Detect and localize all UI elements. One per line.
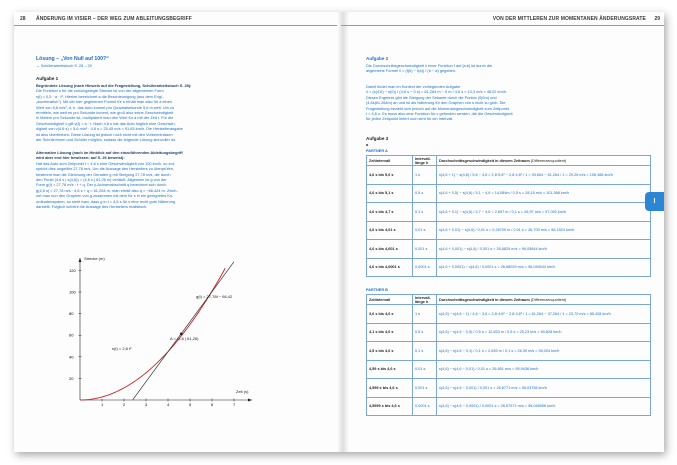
cell-interval: 4,6 s bis 4,61 s — [367, 221, 413, 240]
curve-s — [80, 268, 225, 400]
section-title: Lösung – „Von Null auf 100?“ — [36, 56, 109, 62]
cell-length: 0,001 s — [413, 240, 437, 259]
task1-line: Begründete Lösung (nach Hinweis auf die Fragestellung, Schülerarbeitsbuch S. 28): — [36, 83, 192, 88]
cell-quotient: s(4,6 + 0,01) − s(4,6) / 0,01 s = 0,26709 m / 0,01 s = 26,709 m/s = 96,1524 km/h — [437, 221, 651, 240]
task1-line: digkeit von v(4,6 s) = 5,6 m/s² · 4,6 s = 25,45 m/s ≈ 91,63 km/h. Die Herstellerangabe — [36, 126, 183, 132]
cell-length: 0,5 s — [413, 323, 437, 342]
col-header-average-note: (Differenzenquotient) — [530, 158, 567, 163]
x-tick-label: 4 — [167, 402, 170, 407]
table-row — [367, 184, 651, 203]
task1-line: Die Funktion s für die zurückgelegte Strecke ist von der allgemeinen Form — [36, 88, 164, 94]
table-partner-a — [366, 155, 651, 277]
y-axis-arrow-icon — [79, 258, 82, 262]
cell-length: 1 s — [413, 166, 437, 185]
task2-line: Die Durchschnittsgeschwindigkeit v̄ einer Funktion f auf [a;b] ist durch die — [366, 63, 493, 68]
cell-interval: 4,6 s bis 5,1 s — [367, 184, 413, 203]
y-tick-label: 60 — [69, 332, 74, 338]
cell-quotient: s(4,6 + 0,5) − s(4,6) / 5,1 − 4,6 = 14,084m / 0,5 s = 28,15 m/s ≈ 101,368 km/h — [437, 184, 651, 203]
x-tick-label: 6 — [211, 402, 214, 407]
col-header-interval: Zeitintervall — [367, 156, 413, 166]
line-label: g(t) = 27,78t − 66,42 — [196, 294, 233, 299]
task1-line: ermitteln, wie weit es pro Sekunde kommt, wie groß also seine Geschwindigkeit — [36, 110, 174, 116]
cell-interval: 4,599 s bis 4,6 s — [367, 379, 413, 398]
table-row — [367, 203, 651, 222]
table-row — [367, 240, 651, 259]
task1-line: in Metern pro Sekunde ist, multipliziert man den Wert für a mit der Zeit t. Für die — [36, 115, 174, 121]
col-header-average — [437, 295, 651, 305]
table-header-row — [367, 156, 651, 166]
table-partner-b — [366, 294, 651, 416]
cell-quotient: s(4,6 + 0,1) − s(4,6) / 4,7 − 4,6 = 2,697 m / 0,1 s = 26,97 m/s = 97,092 km/h — [437, 203, 651, 222]
x-tick-label: 2 — [123, 402, 126, 407]
book-spine — [337, 12, 349, 452]
task1b-line: Hat das Auto zum Zeitpunkt t = 4,6 s eine Geschwindigkeit von 100 km/h, so ent- — [36, 160, 176, 166]
table-row — [367, 323, 651, 342]
task1-text — [36, 83, 326, 142]
table-row — [367, 379, 651, 398]
table-row — [367, 258, 651, 277]
y-tick-label: 40 — [69, 354, 74, 360]
task2b-line: t = 4,6 s. Es muss also eine Funktion für v gefunden werden, die die Geschwindigkeit — [366, 111, 513, 117]
left-running-title: ÄNDERUNG IM VISIER – DER WEG ZUM ABLEITUNGSBEGRIFF — [36, 16, 192, 22]
task2-line: allgemeine Formel v̄ = (f(b) − f(a)) / (b − a) gegeben. — [366, 68, 457, 74]
task2b-line: Dieses Ergebnis gibt die Steigung der Sekante durch die Punkte (0|0m) und — [366, 94, 497, 100]
table-row — [367, 166, 651, 185]
right-page-number: 29 — [654, 16, 660, 22]
x-tick-label: 7 — [233, 402, 236, 407]
y-tick-label: 120 — [69, 267, 76, 273]
y-tick-label: 80 — [69, 311, 74, 317]
x-tick-label: 3 — [145, 402, 148, 407]
task1-line: Geschwindigkeit v gilt v(t) = a · t. Nach 4,6 s hat das Auto folglich eine Geschwin- — [36, 120, 176, 126]
col-header-interval: Zeitintervall — [367, 295, 413, 305]
cell-quotient: s(4,6) − s(4,6 − 0,001) / 0,001 s = 26,6771 m/s = 96,03756 km/h — [437, 379, 651, 398]
right-running-head — [341, 12, 664, 26]
cell-quotient: s(4,6) − s(4,6 − 0,5) / 0,5 s = 12,653 m / 0,5 s = 25,23 m/s = 90,828 km/h — [437, 323, 651, 342]
x-tick-label: 5 — [189, 402, 192, 407]
task1b-heading-2: wird aber erst hier bewiesen: auf S. 26 beweist): — [36, 155, 125, 161]
x-axis-label: Zeit (s) — [236, 389, 249, 394]
cell-length: 0,5 s — [413, 184, 437, 203]
cell-interval: 4,6 s bis 5,6 s — [367, 166, 413, 185]
task1b-line: spricht dies ungefähr 27,78 m/s. Um die Aussage des Herstellers zu überprüfen, — [36, 166, 174, 172]
task1b-line: darstellt. Folglich scheint die Aussage des Herstellers realistisch. — [36, 204, 148, 210]
cell-length: 1 s — [413, 305, 437, 324]
task2b-line: v̄ = (s(4,6) − s(0)) / (4,6 s − 0 s) = 61,264 m − 0 m / 4,6 s ≈ 13,3 m/s ≈ 48,02 km/h. — [366, 89, 508, 95]
col-header-length: Intervall- länge h — [413, 156, 437, 166]
cell-length: 0,0001 s — [413, 258, 437, 277]
col-header-length: Intervall- länge h — [413, 295, 437, 305]
task1-heading: Aufgabe 1 — [36, 76, 59, 81]
col-header-average-note: (Differenzenquotient) — [530, 297, 567, 302]
cell-interval: 4,59 s bis 4,6 s — [367, 360, 413, 379]
task1b-line: ordinatensystem, so sieht man, dass g in t = 4,6 s für s eine recht gute Näherung — [36, 198, 176, 204]
task2-heading: Aufgabe 2 — [366, 56, 389, 61]
right-running-title: VON DER MITTLEREN ZUR MOMENTANEN ÄNDERUNGSRATE — [492, 16, 646, 22]
table-row — [367, 342, 651, 361]
col-header-average-text: Durchschnittsgeschwindigkeit in diesem Zeitraum — [439, 297, 530, 302]
task2b-text — [366, 84, 646, 122]
task1b-line: bestimmt man die Gleichung der Geraden g mit Steigung 27,78 m/s, die durch — [36, 171, 171, 177]
cell-interval: 4,5999 s bis 4,6 s — [367, 397, 413, 416]
cell-quotient: s(4,6 + 0,0001) − s(4,6) / 0,0001 s = 26,68029 m/s = 96,049044 km/h — [437, 258, 651, 277]
task2b-line: (4,6s|61,264m) an und ist als Näherung für den Graphen von s nicht zu grob. Die — [366, 100, 506, 106]
cell-length: 0,01 s — [413, 221, 437, 240]
cell-quotient: s(4,6) − s(4,6 − 0,01) / 0,01 s = 26,651 m/s = 95,9436 km/h — [437, 360, 651, 379]
cell-interval: 4,5 s bis 4,6 s — [367, 342, 413, 361]
table-row — [367, 221, 651, 240]
partner-b-label: PARTNER B — [366, 288, 388, 292]
partner-a-label: PARTNER A — [366, 149, 388, 153]
cell-interval: 4,6 s bis 4,6001 s — [367, 258, 413, 277]
table-header-row — [367, 295, 651, 305]
y-tick-label: 100 — [69, 289, 76, 295]
task1b-line: net man nun den Graphen von g zusammen mit dem für s in ein geeignetes Ko- — [36, 193, 174, 199]
x-tick-label: 1 — [101, 402, 104, 407]
cell-interval: 4,6 s bis 4,601 s — [367, 240, 413, 259]
task1b-text — [36, 150, 326, 209]
cell-length: 0,01 s — [413, 360, 437, 379]
cell-quotient: s(4,6) − s(4,6 − 0,1) / 0,1 s = 2,639 m / 0,1 s = 26,39 m/s = 95,004 km/h — [437, 342, 651, 361]
task3-heading: Aufgabe 3 — [366, 136, 389, 141]
cell-length: 0,1 s — [413, 342, 437, 361]
cell-interval: 4,6 s bis 4,7 s — [367, 203, 413, 222]
y-axis-label: Strecke (m) — [84, 256, 105, 261]
task1b-heading: Alternative Lösung (nach im Hinblick auf den einzuführenden Ableitungsbegriff — [36, 150, 183, 155]
cell-quotient: s(4,6 + 0,001) − s(4,6) / 0,001 s = 26,6829 m/s = 96,05844 km/h — [437, 240, 651, 259]
task1-line: der Schülerinnen und Schüler möglich, sodass die folgende Lösung sinnvoller ist. — [36, 137, 176, 143]
task2b-line: Fragestellung bezieht sich jedoch auf die Momentangeschwindigkeit zum Zeitpunkt — [366, 105, 509, 111]
curve-label: s(t) = 2,8 t² — [112, 346, 132, 351]
section-reference: → Schülerarbeitsbuch S. 28 – 29 — [36, 64, 92, 68]
y-tick-label: 20 — [69, 375, 74, 381]
table-row — [367, 305, 651, 324]
tangent-line-g — [133, 262, 234, 400]
task2-text — [366, 63, 646, 74]
task1-line: s(t) = 0,5 · a · t². Hierbei bezeichnet a die Beschleunigung (aus dem Engl., — [36, 93, 164, 99]
task2b-line: Damit findet man im Kontext der vorliegenden Aufgabe — [366, 84, 461, 89]
chapter-tab-marker[interactable]: I — [645, 192, 664, 211]
cell-interval: 3,6 s bis 4,6 s — [367, 305, 413, 324]
task1-line: Wert von 5,6 m/s², d. h. das Auto kommt pro Quadratsekunde 5,6 m weit. Um zu — [36, 104, 175, 110]
distance-time-graph — [62, 250, 262, 420]
y-tick-group — [69, 268, 82, 381]
cell-length: 0,001 s — [413, 379, 437, 398]
cell-quotient: s(4,6) − s(4,6 − 0,0001) / 0,0001 s = 26,67971 m/s = 96,046956 km/h — [437, 397, 651, 416]
task1b-line: g(4,6 s) = 27,78 m/s · 4,6 s + q = 61,264 m, man erhält also q = −66,424 m. Zeich- — [36, 187, 178, 193]
point-a — [180, 333, 183, 336]
book-spread — [14, 12, 664, 452]
col-header-average-text: Durchschnittsgeschwindigkeit in diesem Zeitraum — [439, 158, 530, 163]
task1-line: „acceleration“). Mit der hier gegebenen Formel für s erhält man also für a einen — [36, 99, 173, 105]
x-axis-arrow-icon — [248, 399, 252, 402]
cell-length: 0,1 s — [413, 203, 437, 222]
task1b-line: Form g(t) = 27,78 m/s · t + q. Der y-Achsenabschnitt q berechnet sich durch — [36, 182, 167, 188]
table-row — [367, 397, 651, 416]
left-running-head — [14, 12, 337, 26]
task1b-line: den Punkt (4,6 s | s(4,6)) = (4,6 s | 61,26 m) verläuft. Allgemein ist g von der — [36, 177, 167, 183]
table-row — [367, 360, 651, 379]
task3-subtask: a — [366, 142, 369, 147]
cell-length: 0,0001 s — [413, 397, 437, 416]
col-header-average — [437, 156, 651, 166]
task2b-line: für jeden Zeitpunkt liefert und nicht für ein Intervall. — [366, 116, 454, 122]
cell-quotient: s(4,6) − s(4,6 − 1) / 4,6 − 3,6 = 2,8·4,6² − 2,8·3,6² / 1 = 61,264 − 37,264 / 1 = 23,70 m/s = 85,428 km/h — [437, 305, 651, 324]
left-page-number: 28 — [20, 16, 26, 22]
point-label: A = (4,6 | 61,26) — [170, 336, 199, 341]
task1-line: ist also übertrieben. Diese Lösung ist jedoch noch nicht mit den Vorkenntnissen — [36, 131, 173, 137]
cell-quotient: s(4,6 + 1) − s(4,6) / 5,6 − 4,6 = 2,8·5,6² − 2,8·4,6² / 1 = 93,664 − 61,264 / 1 = 29,26 m/s = 106,488 km/h — [437, 166, 651, 185]
cell-interval: 4,1 s bis 4,6 s — [367, 323, 413, 342]
